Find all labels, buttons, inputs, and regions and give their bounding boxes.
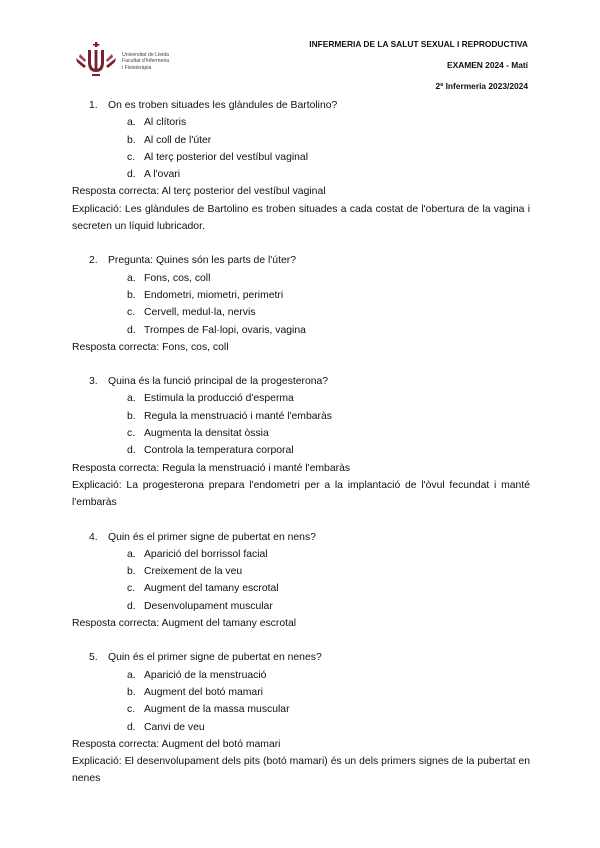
option-letter: b. <box>127 134 136 146</box>
option-letter: a. <box>127 393 136 405</box>
option-letter: c. <box>127 307 136 319</box>
question-number: 5. <box>89 652 98 664</box>
options-list <box>72 114 530 183</box>
question-2 <box>72 252 530 356</box>
question-text <box>72 373 530 390</box>
option-letter: d. <box>127 169 136 181</box>
options-list <box>72 546 530 615</box>
option-text: Regula la menstruació i manté l'embaràs <box>144 410 332 422</box>
option-text: Canvi de veu <box>144 721 205 733</box>
exam-content <box>72 97 530 788</box>
option-c <box>72 425 530 442</box>
option-letter: a. <box>127 548 136 560</box>
option-a <box>72 390 530 407</box>
header-course-title: INFERMERIA DE LA SALUT SEXUAL I REPRODUCTIVA <box>309 39 528 49</box>
question-number: 1. <box>89 100 98 111</box>
question-number: 2. <box>89 255 98 267</box>
option-d <box>72 442 530 459</box>
option-text: Aparició de la menstruació <box>144 669 267 681</box>
option-letter: c. <box>127 151 136 163</box>
question-number: 3. <box>89 376 98 388</box>
correct-answer: Resposta correcta: Al terç posterior del vestíbul vaginal <box>72 186 326 198</box>
header-exam-title: EXAMEN 2024 - Matí <box>447 60 528 70</box>
option-text: Creixement de la veu <box>144 566 243 578</box>
option-text: A l'ovari <box>144 169 181 181</box>
correct-answer: Resposta correcta: Augment del botó mamari <box>72 738 281 750</box>
option-text: Desenvolupament muscular <box>144 600 273 612</box>
question-label: On es troben situades les glàndules de Bartolino? <box>108 100 338 111</box>
option-text: Augment del botó mamari <box>144 686 263 698</box>
option-b <box>72 563 530 580</box>
option-a <box>72 114 530 131</box>
logo-text-line-1: Universitat de Lleida <box>122 52 170 58</box>
options-list <box>72 390 530 459</box>
question-label: Quina és la funció principal de la progesterona? <box>108 376 329 388</box>
option-letter: c. <box>127 428 136 440</box>
explanation: Explicació: La progesterona prepara l'endometri per a la implantació de l'òvul fecundat i manté l'embaràs <box>72 479 530 509</box>
option-letter: b. <box>127 566 136 578</box>
correct-answer: Resposta correcta: Regula la menstruació i manté l'embaràs <box>72 462 351 474</box>
option-letter: d. <box>127 324 136 336</box>
option-d <box>72 719 530 736</box>
explanation: Explicació: El desenvolupament dels pits (botó mamari) és un dels primers signes de la pubertat en nenes <box>72 756 530 785</box>
option-a <box>72 546 530 563</box>
option-c <box>72 580 530 597</box>
explanation: Explicació: Les glàndules de Bartolino es troben situades a cada costat de l'obertura de la vagina i secreten un líquid lubricador. <box>72 203 530 233</box>
option-letter: a. <box>127 669 136 681</box>
option-c <box>72 304 530 321</box>
correct-answer: Resposta correcta: Augment del tamany escrotal <box>72 618 297 630</box>
option-text: Al coll de l'úter <box>144 134 212 146</box>
option-letter: a. <box>127 117 136 129</box>
option-letter: b. <box>127 686 136 698</box>
question-text <box>72 529 530 546</box>
option-text: Augmenta la densitat òssia <box>144 428 269 440</box>
question-text <box>72 97 530 114</box>
option-a <box>72 667 530 684</box>
logo-text-line-2: Facultat d'Infermeria <box>122 58 170 65</box>
option-text: Trompes de Fal·lopi, ovaris, vagina <box>144 324 306 336</box>
correct-answer: Resposta correcta: Fons, cos, coll <box>72 341 229 353</box>
header-course-year: 2º Infermeria 2023/2024 <box>435 81 528 91</box>
option-c <box>72 149 530 166</box>
option-letter: c. <box>127 583 136 595</box>
logo-text-line-3: i Fisioteràpia <box>122 64 152 71</box>
option-text: Endometri, miometri, perimetri <box>144 289 284 301</box>
option-b <box>72 287 530 304</box>
question-label: Quin és el primer signe de pubertat en nenes? <box>108 652 322 664</box>
question-4 <box>72 529 530 633</box>
option-d <box>72 166 530 183</box>
options-list <box>72 667 530 736</box>
option-letter: a. <box>127 272 136 284</box>
option-letter: d. <box>127 445 136 457</box>
option-text: Estimula la producció d'esperma <box>144 393 294 405</box>
option-letter: d. <box>127 721 136 733</box>
question-1 <box>72 97 530 235</box>
option-d <box>72 322 530 339</box>
question-5 <box>72 649 530 787</box>
logo-text <box>122 52 169 71</box>
option-text: Cervell, medul·la, nervis <box>144 307 256 319</box>
option-letter: d. <box>127 600 136 612</box>
options-list <box>72 270 530 339</box>
question-number: 4. <box>89 531 98 543</box>
option-text: Al clítoris <box>144 117 187 129</box>
option-d <box>72 598 530 615</box>
option-a <box>72 270 530 287</box>
option-letter: c. <box>127 704 136 716</box>
option-text: Aparició del borrissol facial <box>144 548 268 560</box>
option-b <box>72 684 530 701</box>
option-b <box>72 408 530 425</box>
option-text: Augment de la massa muscular <box>144 704 290 716</box>
question-label: Quin és el primer signe de pubertat en nens? <box>108 531 316 543</box>
option-text: Al terç posterior del vestíbul vaginal <box>144 151 309 163</box>
option-text: Augment del tamany escrotal <box>144 583 279 595</box>
option-letter: b. <box>127 289 136 301</box>
option-letter: b. <box>127 410 136 422</box>
option-text: Controla la temperatura corporal <box>144 445 294 457</box>
question-3 <box>72 373 530 511</box>
option-b <box>72 132 530 149</box>
option-text: Fons, cos, coll <box>144 272 211 284</box>
option-c <box>72 701 530 718</box>
question-text <box>72 649 530 666</box>
question-text <box>72 252 530 269</box>
question-label: Pregunta: Quines són les parts de l'úter? <box>108 255 296 267</box>
